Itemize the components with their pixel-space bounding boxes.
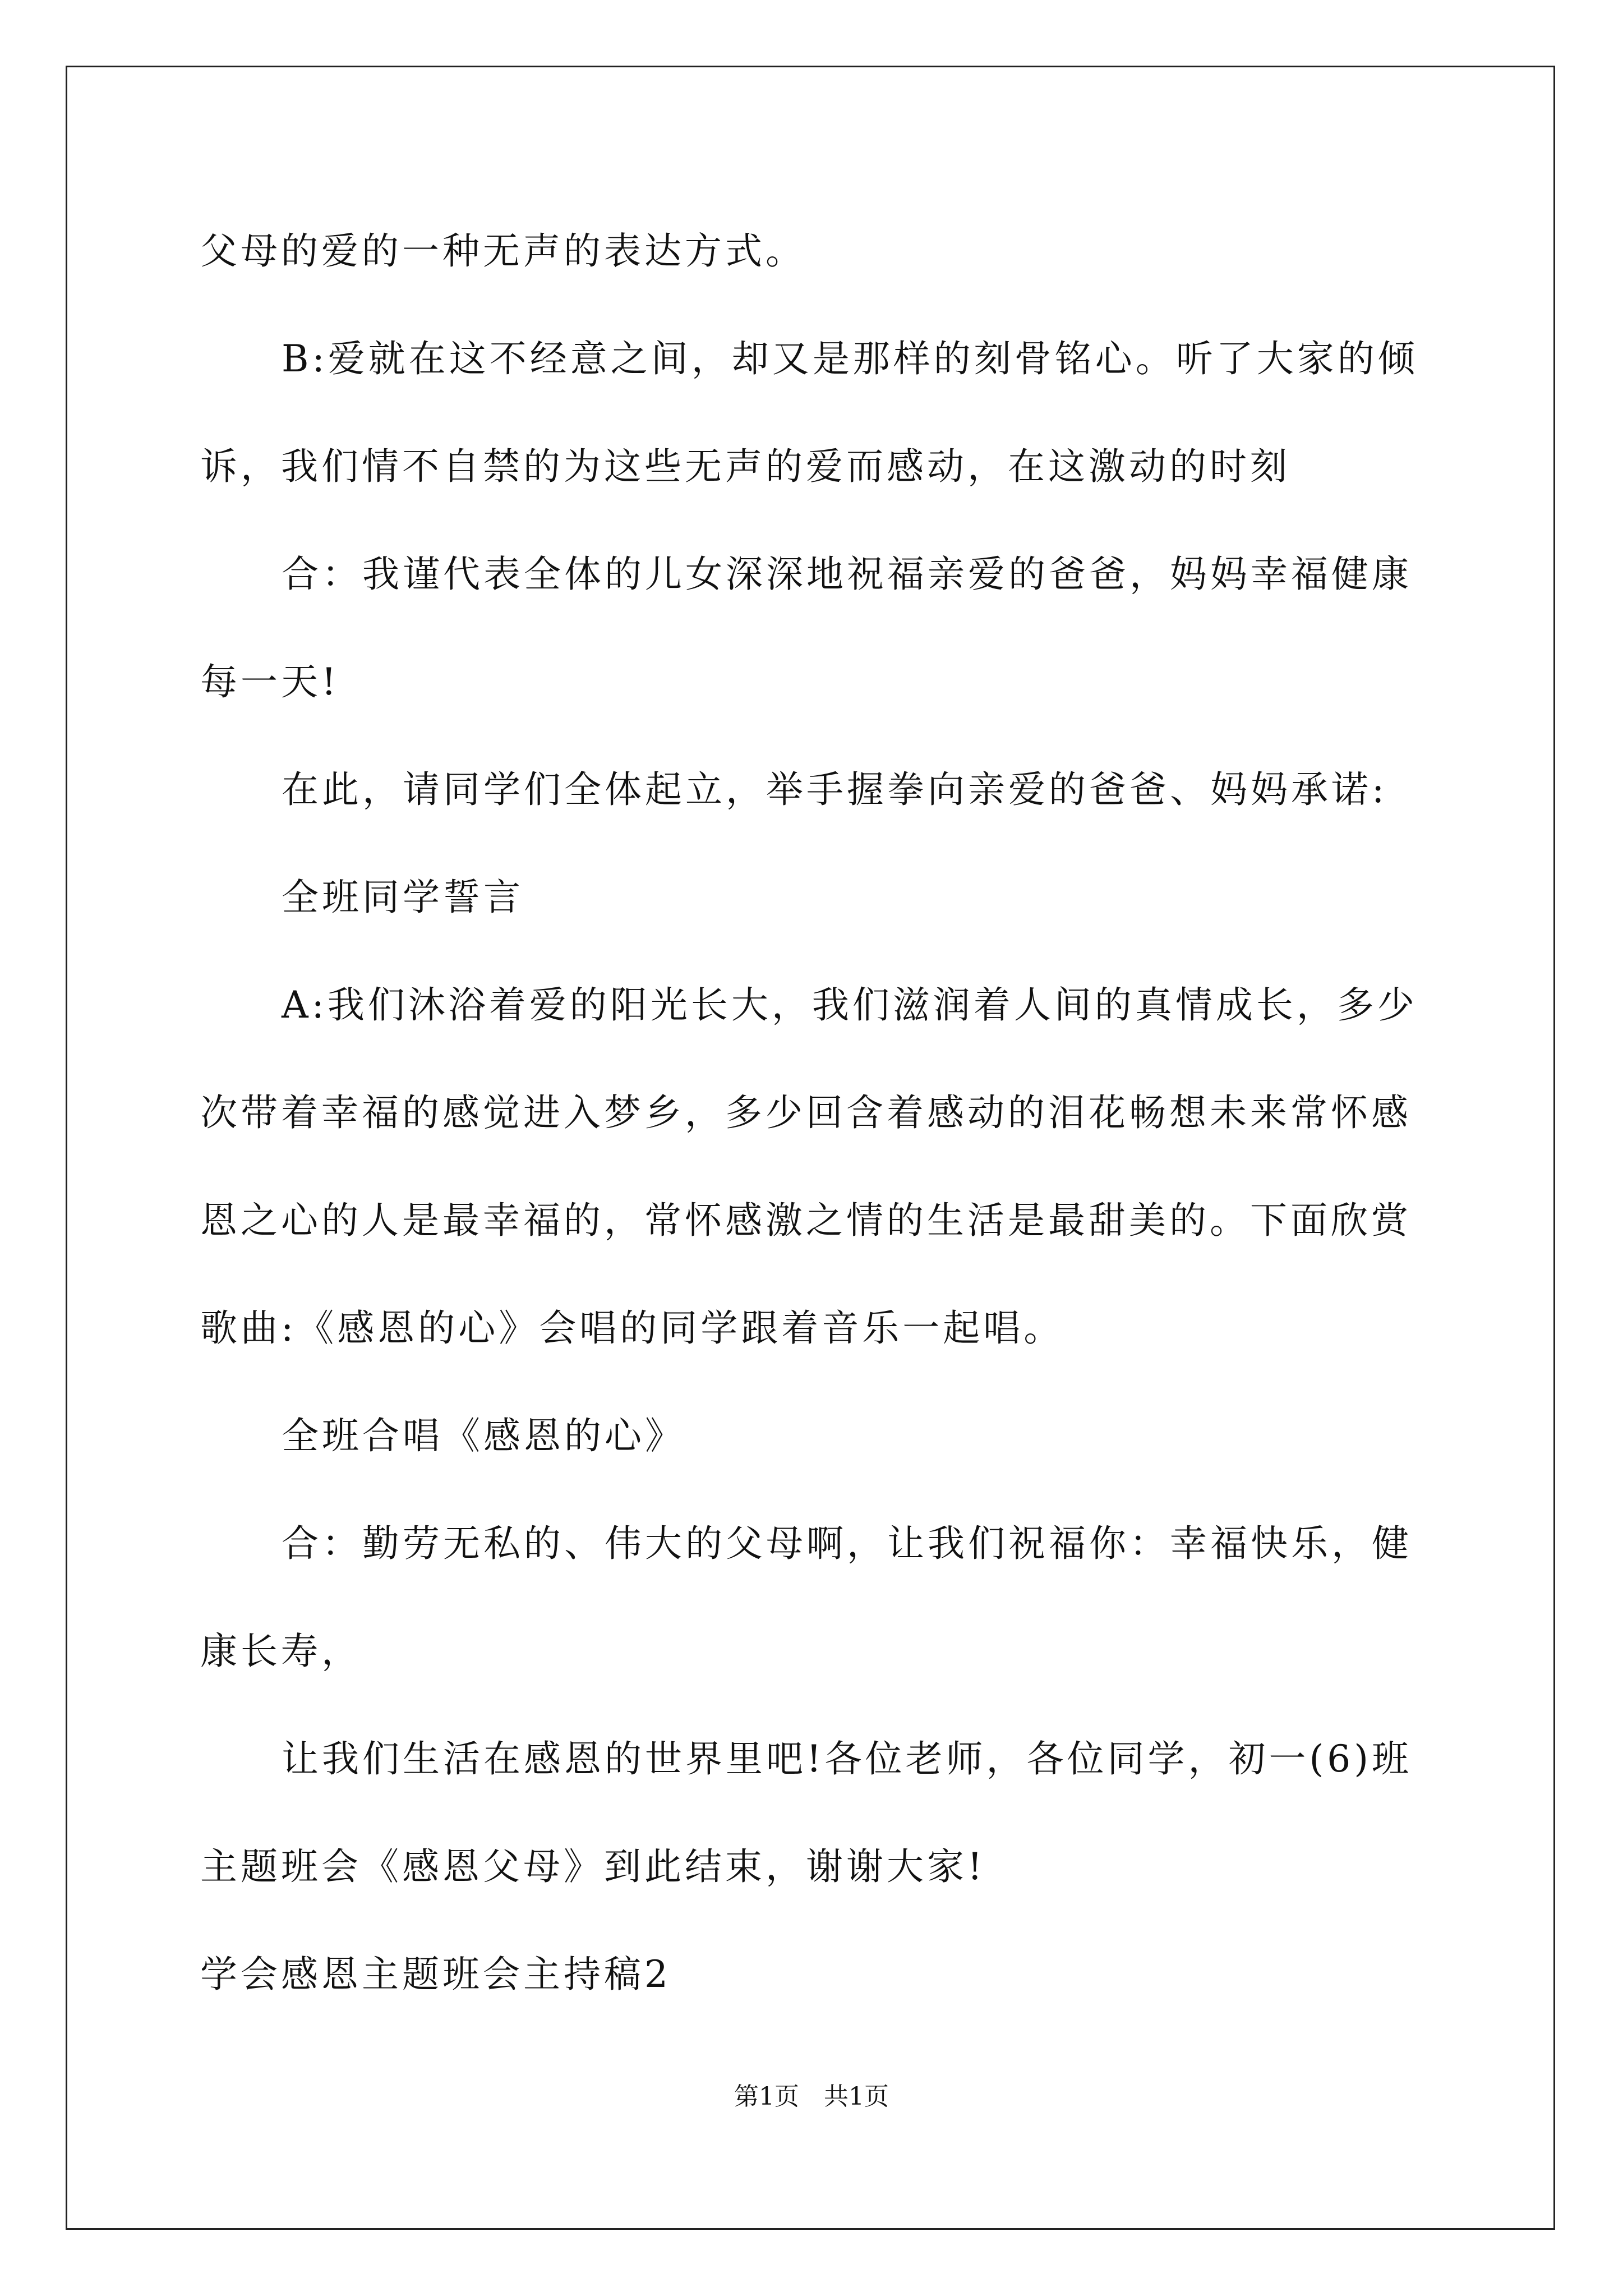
text-line: 合：勤劳无私的、伟大的父母啊，让我们祝福你：幸福快乐，健 bbox=[282, 1522, 1412, 1565]
section-heading: 学会感恩主题班会主持稿2 bbox=[200, 1953, 671, 1996]
text-line: 康长寿， bbox=[200, 1630, 362, 1673]
text-line: 在此，请同学们全体起立，举手握拳向亲爱的爸爸、妈妈承诺: bbox=[282, 768, 1388, 811]
text-line: 歌曲:《感恩的心》会唱的同学跟着音乐一起唱。 bbox=[200, 1306, 1064, 1350]
text-line: B:爱就在这不经意之间，却又是那样的刻骨铭心。听了大家的倾 bbox=[282, 337, 1418, 380]
text-line: 诉，我们情不自禁的为这些无声的爱而感动，在这激动的时刻 bbox=[200, 445, 1290, 488]
text-line: 每一天! bbox=[200, 660, 340, 703]
text-line: 全班合唱《感恩的心》 bbox=[282, 1414, 685, 1457]
text-line: 父母的爱的一种无声的表达方式。 bbox=[200, 229, 806, 273]
text-line: 恩之心的人是最幸福的，常怀感激之情的生活是最甜美的。下面欣赏 bbox=[200, 1199, 1412, 1242]
text-line: A:我们沐浴着爱的阳光长大，我们滋润着人间的真情成长，多少 bbox=[282, 983, 1418, 1027]
text-line: 主题班会《感恩父母》到此结束，谢谢大家! bbox=[200, 1845, 986, 1888]
text-line: 让我们生活在感恩的世界里吧!各位老师，各位同学，初一(6)班 bbox=[282, 1737, 1413, 1780]
page-footer: 第1页 共1页 bbox=[734, 2082, 889, 2111]
text-line: 次带着幸福的感觉进入梦乡，多少回含着感动的泪花畅想未来常怀感 bbox=[200, 1091, 1412, 1134]
page-border bbox=[66, 66, 1555, 2230]
text-line: 全班同学誓言 bbox=[282, 876, 524, 919]
text-line: 合：我谨代表全体的儿女深深地祝福亲爱的爸爸，妈妈幸福健康 bbox=[282, 553, 1412, 596]
